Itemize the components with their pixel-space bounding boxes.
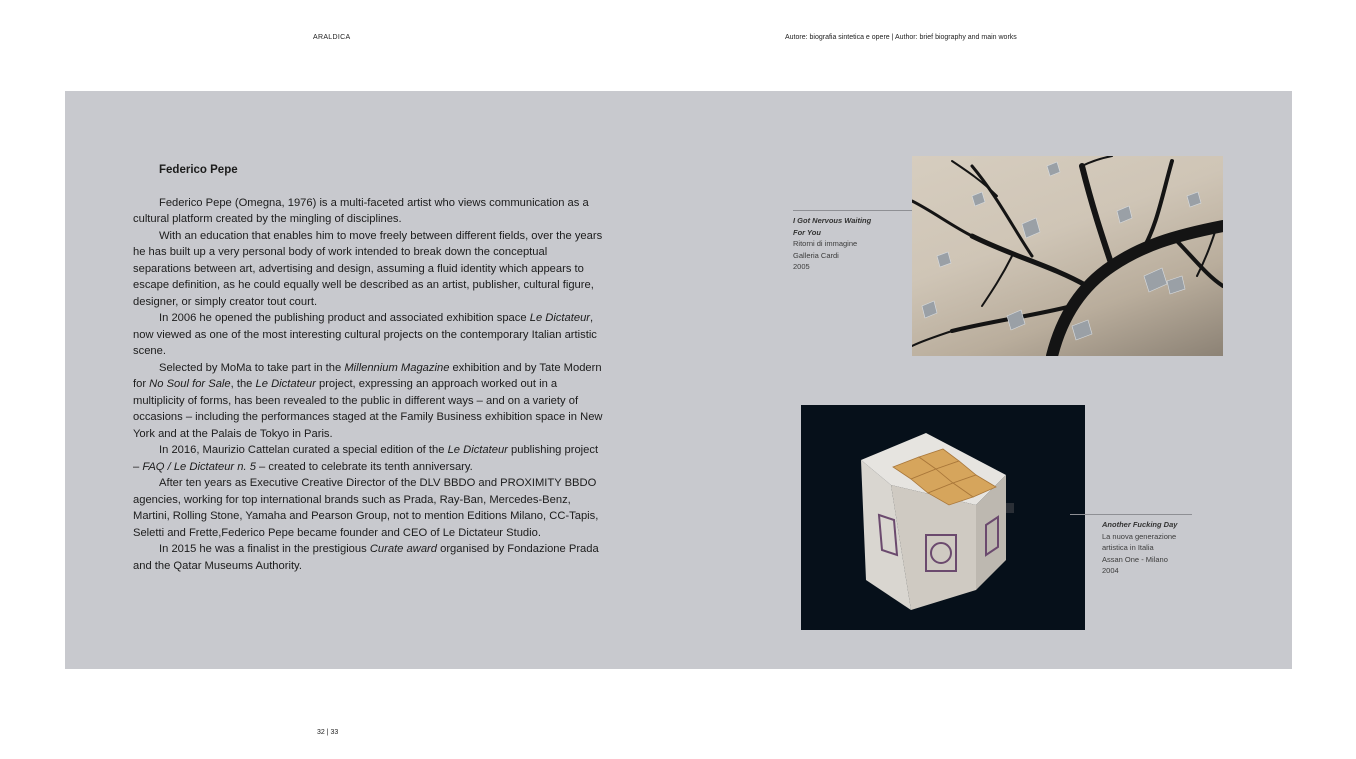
artwork-title: I Got Nervous Waiting — [793, 216, 872, 225]
artwork-exhibition: Ritorni di immagine — [793, 239, 858, 248]
page-numbers: 32 | 33 — [317, 729, 339, 736]
caption-rule — [793, 210, 912, 211]
bio-paragraph: In 2006 he opened the publishing product and associated exhibition space Le Dictateur, now viewed as one of the most interesting cultural projects on the contemporary Italian artistic scene. — [133, 312, 597, 357]
box-sculpture-illustration — [801, 405, 1085, 630]
artwork-year: 2004 — [1102, 566, 1119, 575]
bio-paragraph: After ten years as Executive Creative Director of the DLV BBDO and PROXIMITY BBDO agencies, working for top international brands such as Prada, Ray-Ban, Mercedes-Benz, Martini, Rolling Stone, Yamaha and Pearson Group, not to mention Editions Milano, CC-Tapis, Seletti and Frette,Federico Pepe became founder and CEO of Le Dictateur Studio. — [133, 477, 599, 539]
bio-paragraph: In 2016, Maurizio Cattelan curated a special edition of the Le Dictateur publishing project – FAQ / Le Dictateur n. 5 – created to celebrate its tenth anniversary. — [133, 444, 599, 473]
artwork-caption-2 — [1102, 519, 1202, 577]
artwork-exhibition: La nuova generazione — [1102, 531, 1177, 541]
artwork-exhibition: artistica in Italia — [1102, 543, 1154, 552]
bio-paragraph: Federico Pepe (Omegna, 1976) is a multi-faceted artist who views communication as a cultural platform created by the mingling of disciplines. — [133, 196, 589, 225]
bio-paragraph: Selected by MoMa to take part in the Millennium Magazine exhibition and by Tate Modern for No Soul for Sale, the Le Dictateur project, expressing an approach worked out in a multiplicity of forms, has been revealed to the public in different ways – and on a variety of occasions – including the performances staged at the Family Business exhibition space in New York and at the Palais de Tokyo in Paris. — [133, 361, 603, 440]
artwork-title: Another Fucking Day — [1102, 520, 1178, 529]
bio-paragraph: With an education that enables him to move freely between different fields, over the years he has built up a very personal body of work intended to break down the conceptual separations between art, advertising and design, assuming a fluid identity which appears to escape definition, as he could equally well be described as an artist, publisher, cultural figure, designer, or simply creator tout court. — [133, 229, 603, 308]
artist-name: Federico Pepe — [159, 164, 238, 176]
artwork-year: 2005 — [793, 262, 810, 271]
running-head-left: ARALDICA — [313, 34, 351, 41]
caption-rule — [1070, 514, 1192, 515]
biography-text — [133, 162, 603, 574]
running-head-right: Autore: biografia sintetica e opere | Author: brief biography and main works — [785, 34, 1017, 41]
artwork-photo-tree — [912, 156, 1223, 356]
artwork-title: For You — [793, 227, 821, 237]
artwork-caption-1 — [793, 215, 893, 273]
artwork-venue: Assan One - Milano — [1102, 554, 1168, 564]
bio-paragraph: In 2015 he was a finalist in the prestigious Curate award organised by Fondazione Prada and the Qatar Museums Authority. — [133, 543, 599, 572]
tree-sculpture-illustration — [912, 156, 1223, 356]
artwork-venue: Galleria Cardi — [793, 250, 839, 260]
artwork-photo-box — [801, 405, 1085, 630]
